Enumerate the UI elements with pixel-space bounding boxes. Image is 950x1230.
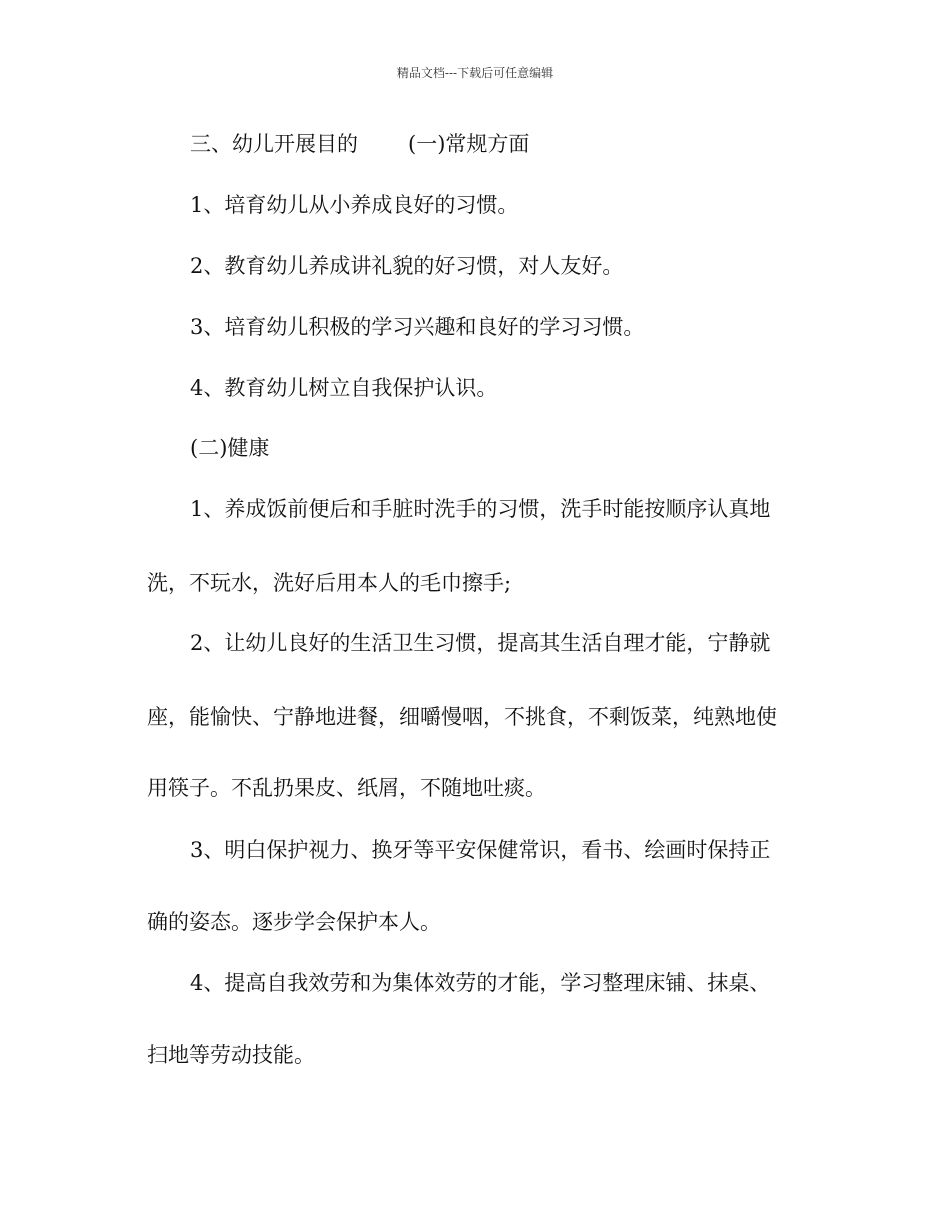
routine-item-1: 1、培育幼儿从小养成良好的习惯。 (190, 193, 519, 217)
health-item-1-line-2: 洗，不玩水，洗好后用本人的毛巾擦手; (147, 571, 512, 595)
health-item-2-line-3: 用筷子。不乱扔果皮、纸屑，不随地吐痰。 (147, 776, 546, 800)
health-heading: (二)健康 (190, 436, 270, 460)
page-header: 精品文档---下载后可任意编辑 (396, 66, 554, 80)
health-item-3-line-1: 3、明白保护视力、换牙等平安保健常识，看书、绘画时保持正 (190, 838, 771, 862)
section-heading (190, 131, 529, 157)
routine-item-3: 3、培育幼儿积极的学习兴趣和良好的学习习惯。 (190, 315, 645, 339)
health-item-2-line-1: 2、让幼儿良好的生活卫生习惯，提高其生活自理才能，宁静就 (190, 631, 771, 655)
health-item-3-line-2: 确的姿态。逐步学会保护本人。 (147, 910, 441, 934)
health-item-2-line-2: 座，能愉快、宁静地进餐，细嚼慢咽，不挑食，不剩饭菜，纯熟地使 (147, 705, 777, 729)
health-item-4-line-1: 4、提高自我效劳和为集体效劳的才能，学习整理床铺、抹桌、 (190, 971, 771, 995)
section-title: 三、幼儿开展目的 (190, 132, 358, 156)
routine-item-2: 2、教育幼儿养成讲礼貌的好习惯，对人友好。 (190, 254, 624, 278)
routine-item-4: 4、教育幼儿树立自我保护认识。 (190, 376, 498, 400)
health-item-1-line-1: 1、养成饭前便后和手脏时洗手的习惯，洗手时能按顺序认真地 (190, 497, 771, 521)
health-item-4-line-2: 扫地等劳动技能。 (147, 1043, 315, 1067)
section-subtitle: (一)常规方面 (408, 132, 530, 156)
